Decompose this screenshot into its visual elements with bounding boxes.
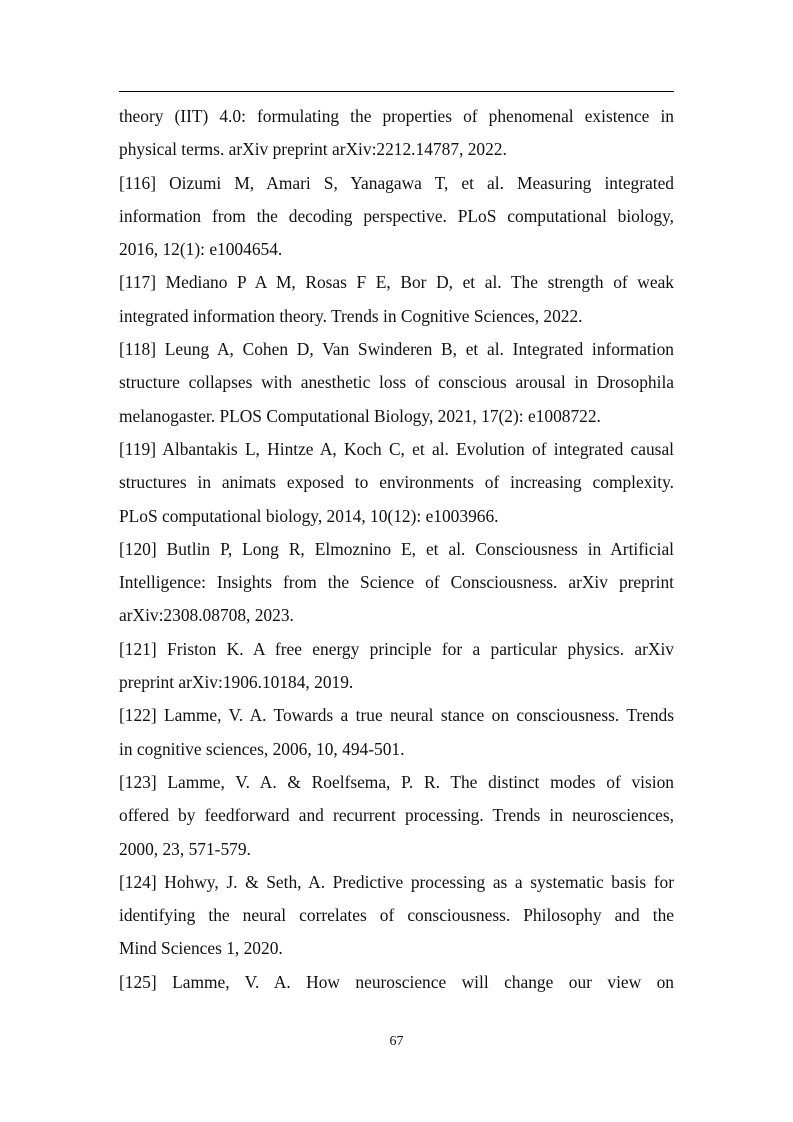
reference-line: melanogaster. PLOS Computational Biology, 2021, 17(2): e1008722. [119, 405, 601, 426]
reference-entry [119, 766, 674, 866]
reference-line: [121] Friston K. A free energy principle for a particular physics. arXiv [119, 638, 674, 659]
reference-line: integrated information theory. Trends in Cognitive Sciences, 2022. [119, 305, 583, 326]
reference-line: arXiv:2308.08708, 2023. [119, 605, 294, 626]
reference-line: [116] Oizumi M, Amari S, Yanagawa T, et al. Measuring integrated [119, 172, 674, 193]
header-rule [119, 91, 674, 92]
reference-line: preprint arXiv:1906.10184, 2019. [119, 672, 354, 693]
reference-entry [119, 866, 674, 966]
reference-entry [119, 100, 674, 167]
reference-line: [119] Albantakis L, Hintze A, Koch C, et al. Evolution of integrated causal [119, 438, 674, 459]
reference-line: [124] Hohwy, J. & Seth, A. Predictive processing as a systematic basis for [119, 871, 674, 892]
reference-line: PLoS computational biology, 2014, 10(12): e1003966. [119, 505, 499, 526]
reference-line: structures in animats exposed to environments of increasing complexity. [119, 472, 674, 493]
reference-line: physical terms. arXiv preprint arXiv:2212.14787, 2022. [119, 139, 507, 160]
reference-line: structure collapses with anesthetic loss of conscious arousal in Drosophila [119, 372, 674, 393]
reference-line: theory (IIT) 4.0: formulating the properties of phenomenal existence in [119, 106, 674, 126]
reference-line: 2016, 12(1): e1004654. [119, 239, 283, 260]
reference-line: [118] Leung A, Cohen D, Van Swinderen B, et al. Integrated information [119, 339, 674, 360]
reference-entry [119, 533, 674, 633]
reference-list [119, 100, 674, 999]
reference-line: [123] Lamme, V. A. & Roelfsema, P. R. The distinct modes of vision [119, 771, 674, 792]
reference-line: [120] Butlin P, Long R, Elmoznino E, et al. Consciousness in Artificial [119, 538, 674, 559]
page-number: 67 [389, 1034, 404, 1049]
reference-line: 2000, 23, 571-579. [119, 838, 251, 859]
reference-line: information from the decoding perspective. PLoS computational biology, [119, 205, 674, 226]
reference-entry [119, 333, 674, 433]
reference-entry [119, 266, 674, 333]
reference-line: [117] Mediano P A M, Rosas F E, Bor D, et al. The strength of weak [119, 272, 674, 293]
reference-entry [119, 433, 674, 533]
reference-line: in cognitive sciences, 2006, 10, 494-501. [119, 738, 405, 759]
reference-line: Mind Sciences 1, 2020. [119, 938, 283, 959]
reference-line: [125] Lamme, V. A. How neuroscience will change our view on [119, 971, 674, 992]
reference-entry [119, 966, 674, 999]
reference-entry [119, 699, 674, 766]
reference-entry [119, 167, 674, 267]
reference-line: identifying the neural correlates of consciousness. Philosophy and the [119, 905, 674, 926]
reference-line: Intelligence: Insights from the Science of Consciousness. arXiv preprint [119, 572, 674, 593]
reference-entry [119, 633, 674, 700]
reference-line: [122] Lamme, V. A. Towards a true neural stance on consciousness. Trends [119, 705, 674, 726]
reference-line: offered by feedforward and recurrent processing. Trends in neurosciences, [119, 805, 674, 826]
